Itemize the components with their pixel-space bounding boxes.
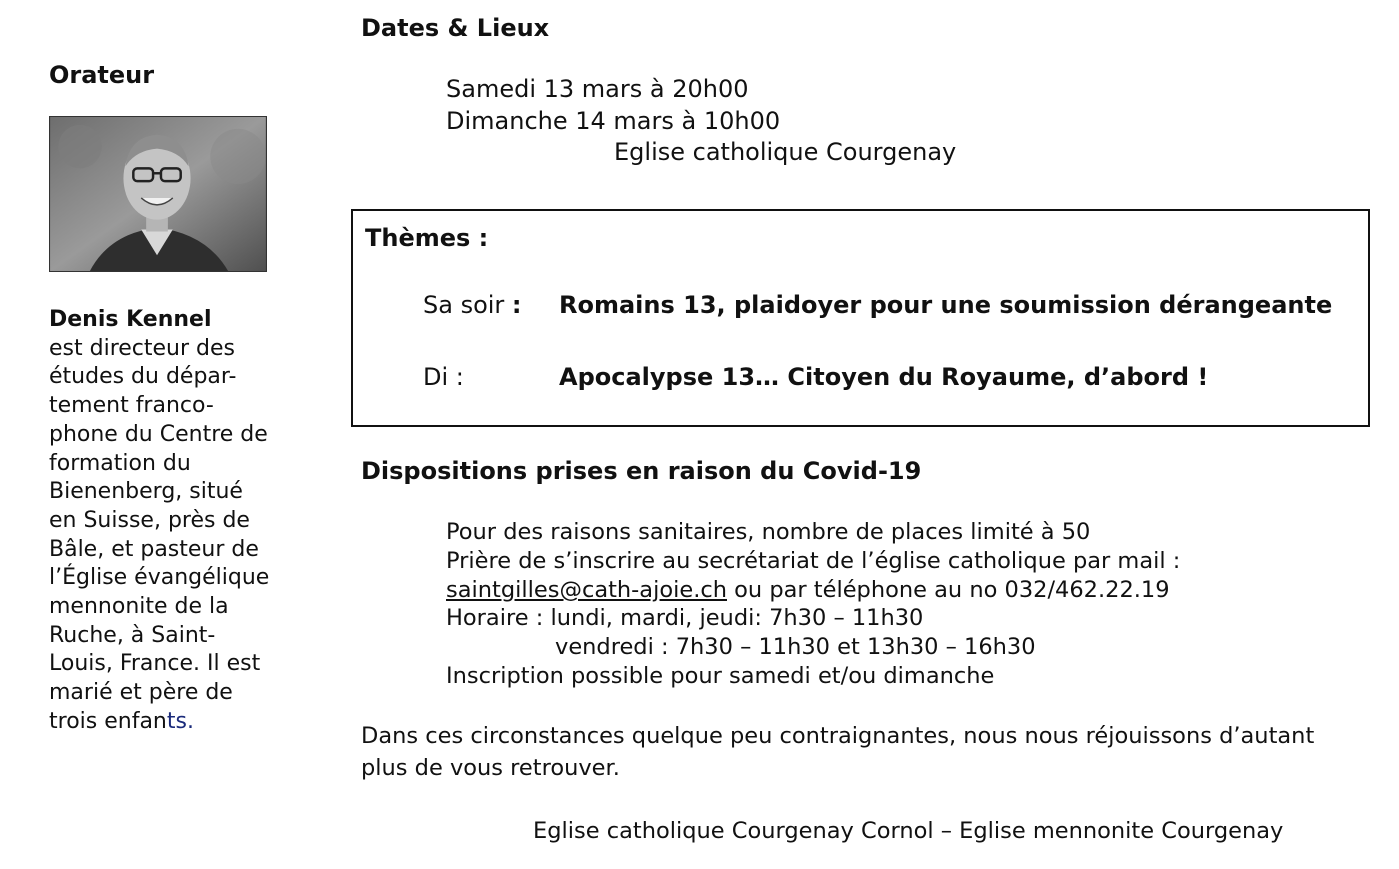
bio-line: est directeur des [49,335,235,361]
theme-sunday-value: Apocalypse 13… Citoyen du Royaume, d’abord ! [559,363,1209,391]
theme-saturday-value: Romains 13, plaidoyer pour une soumission dérangeante [559,291,1333,319]
phone-text: ou par téléphone au no 032/462.22.19 [727,577,1170,603]
covid-line-capacity: Pour des raisons sanitaires, nombre de places limité à 50 [446,519,1091,545]
date-saturday: Samedi 13 mars à 20h00 [446,75,749,103]
date-sunday: Dimanche 14 mars à 10h00 [446,107,781,135]
bio-line: mennonite de la [49,594,229,620]
venue: Eglise catholique Courgenay [614,138,957,166]
bio-last-start: trois enfan [49,708,167,734]
bio-line: études du dépar- [49,364,237,390]
bio-line: tement franco- [49,393,214,419]
bio-line: Bienenberg, situé [49,479,243,505]
bio-line: Louis, France. Il est [49,651,261,677]
bio-line: Bâle, et pasteur de [49,536,259,562]
bio-line: phone du Centre de [49,421,268,447]
theme-saturday-label: Sa soir [423,291,512,319]
speaker-bio [49,306,289,737]
speaker-portrait-icon [50,117,266,271]
theme-sunday-key: Di : [423,363,464,391]
bio-line: en Suisse, près de [49,507,250,533]
theme-saturday-colon: : [511,291,522,319]
footer-organizers: Eglise catholique Courgenay Cornol – Eglise mennonite Courgenay [533,818,1284,844]
bio-line: Ruche, à Saint- [49,622,216,648]
closing-paragraph: Dans ces circonstances quelque peu contraignantes, nous nous réjouissons d’autant plus de vous retrouver. [361,723,1315,781]
covid-line-inscription: Inscription possible pour samedi et/ou dimanche [446,663,995,689]
covid-line-register: Prière de s’inscrire au secrétariat de l’église catholique par mail : [446,548,1181,574]
dates-title: Dates & Lieux [361,14,550,42]
email-link[interactable]: saintgilles@cath-ajoie.ch [446,577,727,603]
covid-title: Dispositions prises en raison du Covid-19 [361,457,922,485]
bio-line: l’Église évangélique [49,565,270,591]
speaker-heading: Orateur [49,61,155,89]
covid-line-contact [446,576,1170,605]
bio-last-end: ts. [166,708,194,734]
bio-line: formation du [49,450,191,476]
speaker-name: Denis Kennel [49,307,212,332]
theme-saturday-key [423,290,522,320]
themes-title: Thèmes : [365,224,489,252]
covid-line-hours-1: Horaire : lundi, mardi, jeudi: 7h30 – 11h30 [446,605,924,631]
covid-line-hours-2: vendredi : 7h30 – 11h30 et 13h30 – 16h30 [555,634,1036,660]
bio-line: marié et père de [49,680,233,706]
speaker-photo [49,116,267,272]
bio-line-last [49,708,289,737]
